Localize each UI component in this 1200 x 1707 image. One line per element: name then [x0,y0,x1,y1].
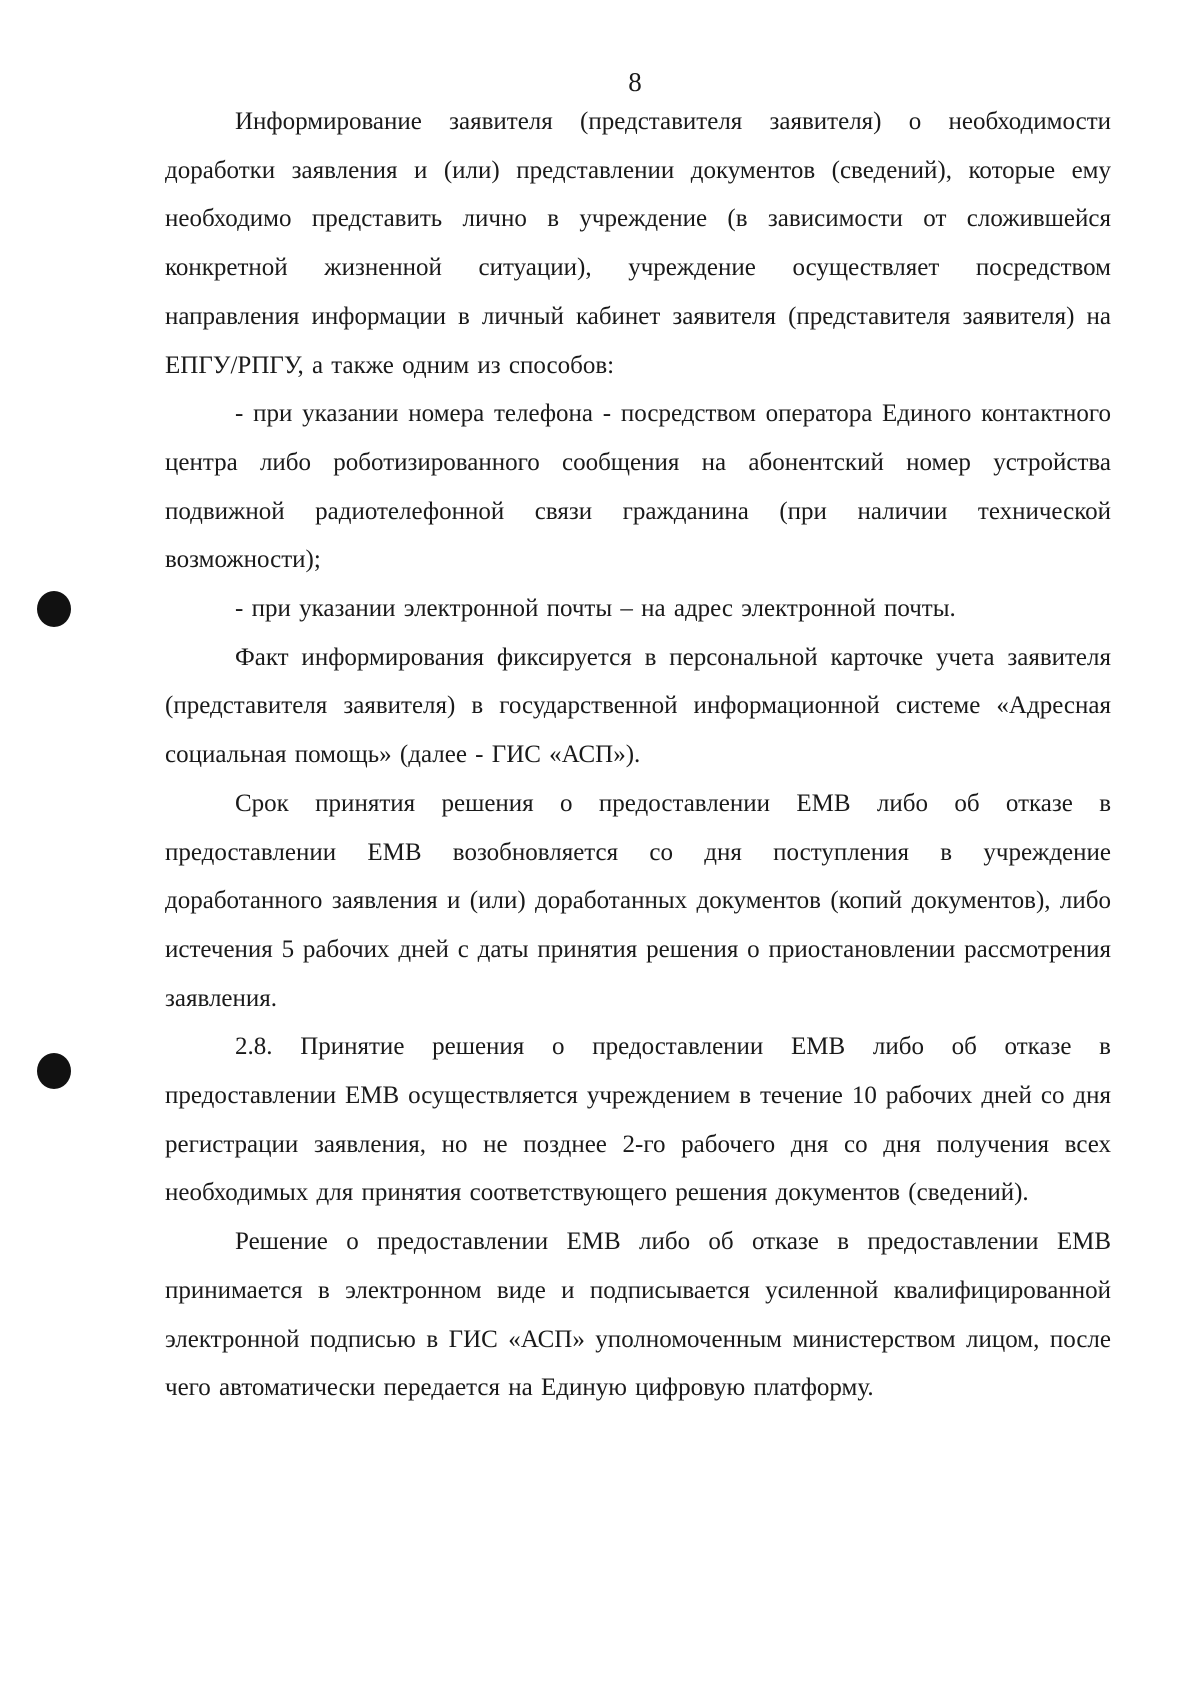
document-body [165,98,1111,1413]
paragraph-email-method: - при указании электронной почты – на адрес электронной почты. [235,595,956,623]
punch-hole-lower [37,1053,71,1089]
paragraph-electronic-decision: Решение о предоставлении ЕМВ либо об отказе в предоставлении ЕМВ принимается в электронном виде и подписывается усиленной квалифицированной электронной подписью в ГИС «АСП» уполномоченным министерством лицом, после чего автоматически передается на Единую цифровую платформу. [165,1228,1111,1402]
punch-hole-upper [37,591,71,627]
paragraph-informing: Информирование заявителя (представителя заявителя) о необходимости доработки заявления и (или) представлении документов (сведений), которые ему необходимо представить лично в учреждение (в зависимости от сложившейся конкретной жизненной ситуации), учреждение осуществляет посредством направления информации в личный кабинет заявителя (представителя заявителя) на ЕПГУ/РПГУ, а также одним из способов: [165,108,1111,379]
paragraph-decision-term: Срок принятия решения о предоставлении ЕМВ либо об отказе в предоставлении ЕМВ возобновляется со дня поступления в учреждение доработанного заявления и (или) доработанных документов (копий документов), либо истечения 5 рабочих дней с даты принятия решения о приостановлении рассмотрения заявления. [165,789,1111,1012]
page-number: 8 [628,67,642,97]
paragraph-section-2-8: 2.8. Принятие решения о предоставлении ЕМВ либо об отказе в предоставлении ЕМВ осуществляется учреждением в течение 10 рабочих дней со дня регистрации заявления, но не позднее 2-го рабочего дня со дня получения всех необходимых для принятия соответствующего решения документов (сведений). [165,1033,1111,1207]
paragraph-fact-recorded: Факт информирования фиксируется в персональной карточке учета заявителя (представителя заявителя) в государственной информационной системе «Адресная социальная помощь» (далее - ГИС «АСП»). [165,643,1111,769]
paragraph-phone-method: - при указании номера телефона - посредством оператора Единого контактного центра либо роботизированного сообщения на абонентский номер устройства подвижной радиотелефонной связи гражданина (при наличии технической возможности); [165,400,1111,574]
